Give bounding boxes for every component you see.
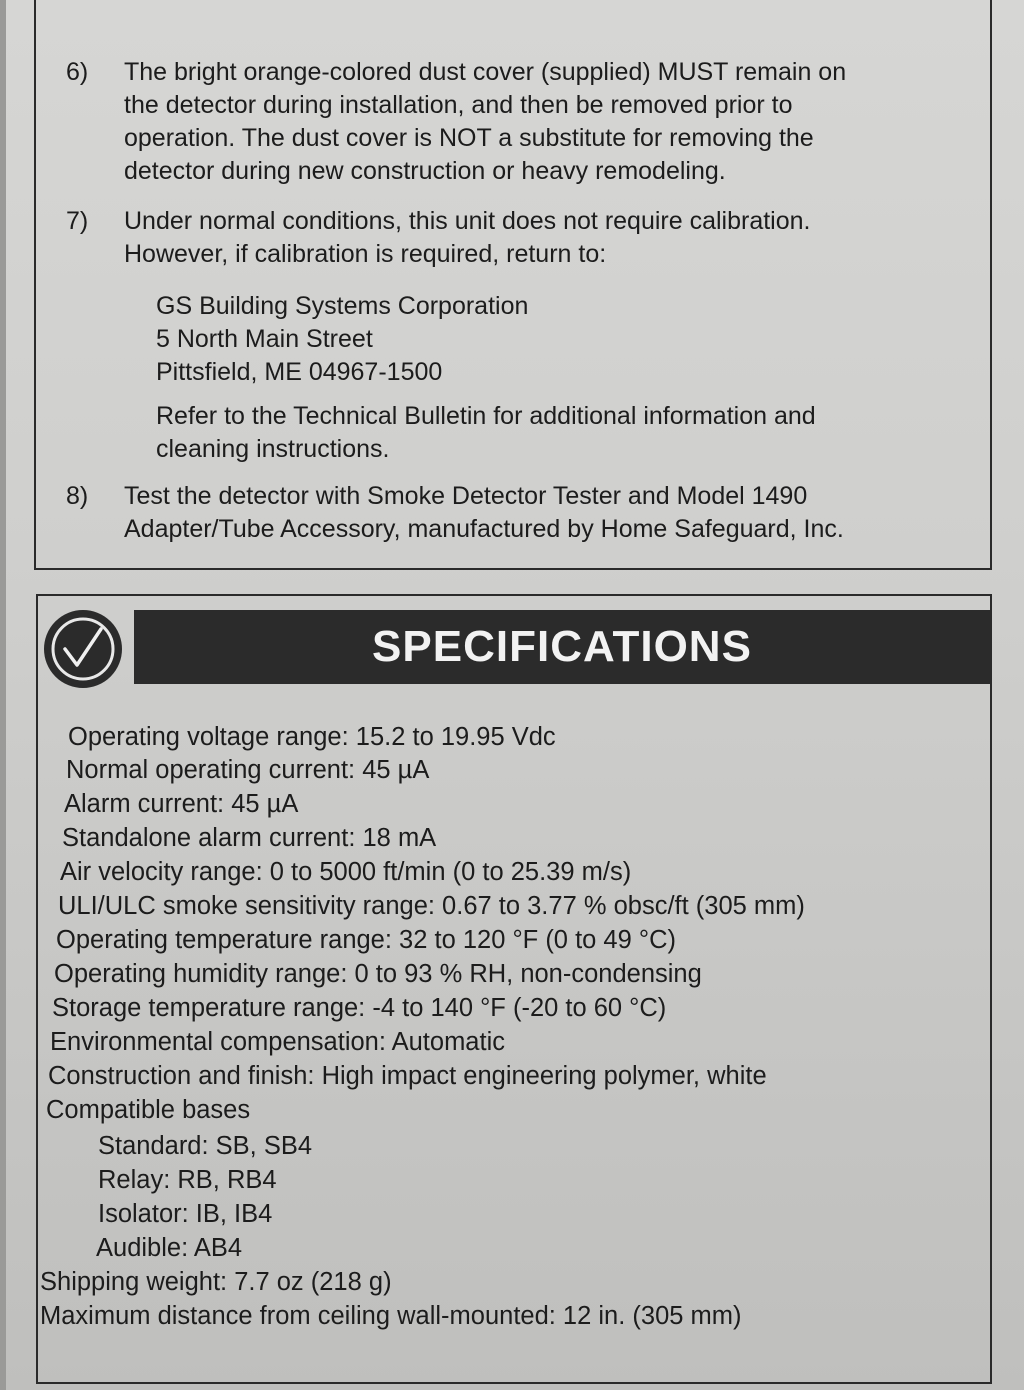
spec-line: Storage temperature range: -4 to 140 °F (-20 to 60 °C): [52, 994, 667, 1022]
instructions-box: [34, 0, 992, 570]
checkmark-icon: [44, 610, 122, 688]
specifications-header: [38, 610, 994, 684]
spec-line: Alarm current: 45 µA: [64, 790, 299, 818]
spec-line: Normal operating current: 45 µA: [66, 756, 430, 784]
specifications-box: [36, 594, 992, 1384]
spec-line: Operating humidity range: 0 to 93 % RH, non-condensing: [54, 960, 702, 988]
spec-subitem: Relay: RB, RB4: [98, 1166, 277, 1194]
spec-subitem: Standard: SB, SB4: [98, 1132, 313, 1160]
instruction-number: 7): [66, 207, 89, 235]
instruction-number: 6): [66, 58, 89, 86]
spec-subitem: Isolator: IB, IB4: [98, 1200, 273, 1228]
spec-line: Air velocity range: 0 to 5000 ft/min (0 to 25.39 m/s): [60, 858, 632, 886]
spec-subitem: Audible: AB4: [96, 1234, 243, 1262]
spec-line: Standalone alarm current: 18 mA: [62, 824, 437, 852]
spec-line: Operating temperature range: 32 to 120 °F (0 to 49 °C): [56, 926, 676, 954]
instruction-text: Test the detector with Smoke Detector Tester and Model 1490 Adapter/Tube Accessory, manufactured by Home Safeguard, Inc.: [124, 482, 844, 543]
instruction-text: Under normal conditions, this unit does not require calibration. However, if calibration is required, return to:: [124, 207, 811, 268]
spec-line: Compatible bases: [46, 1096, 251, 1124]
instruction-number: 8): [66, 482, 89, 510]
spec-line: Construction and finish: High impact engineering polymer, white: [48, 1062, 767, 1090]
return-address: GS Building Systems Corporation 5 North Main Street Pittsfield, ME 04967-1500: [156, 292, 529, 386]
spec-line: Shipping weight: 7.7 oz (218 g): [40, 1268, 392, 1296]
refer-note: Refer to the Technical Bulletin for additional information and cleaning instructions.: [156, 402, 816, 463]
instruction-text: The bright orange-colored dust cover (supplied) MUST remain on the detector during installation, and then be removed prior to operation. The dust cover is NOT a substitute for removing the detector during new construction or heavy remodeling.: [124, 58, 847, 185]
spec-line: ULI/ULC smoke sensitivity range: 0.67 to 3.77 % obsc/ft (305 mm): [58, 892, 805, 920]
spec-line: Environmental compensation: Automatic: [50, 1028, 505, 1056]
spec-line: Operating voltage range: 15.2 to 19.95 Vdc: [68, 723, 556, 751]
spec-line: Maximum distance from ceiling wall-mounted: 12 in. (305 mm): [40, 1302, 742, 1330]
page-edge-shadow: [0, 0, 6, 1390]
specifications-title: SPECIFICATIONS: [372, 622, 752, 671]
